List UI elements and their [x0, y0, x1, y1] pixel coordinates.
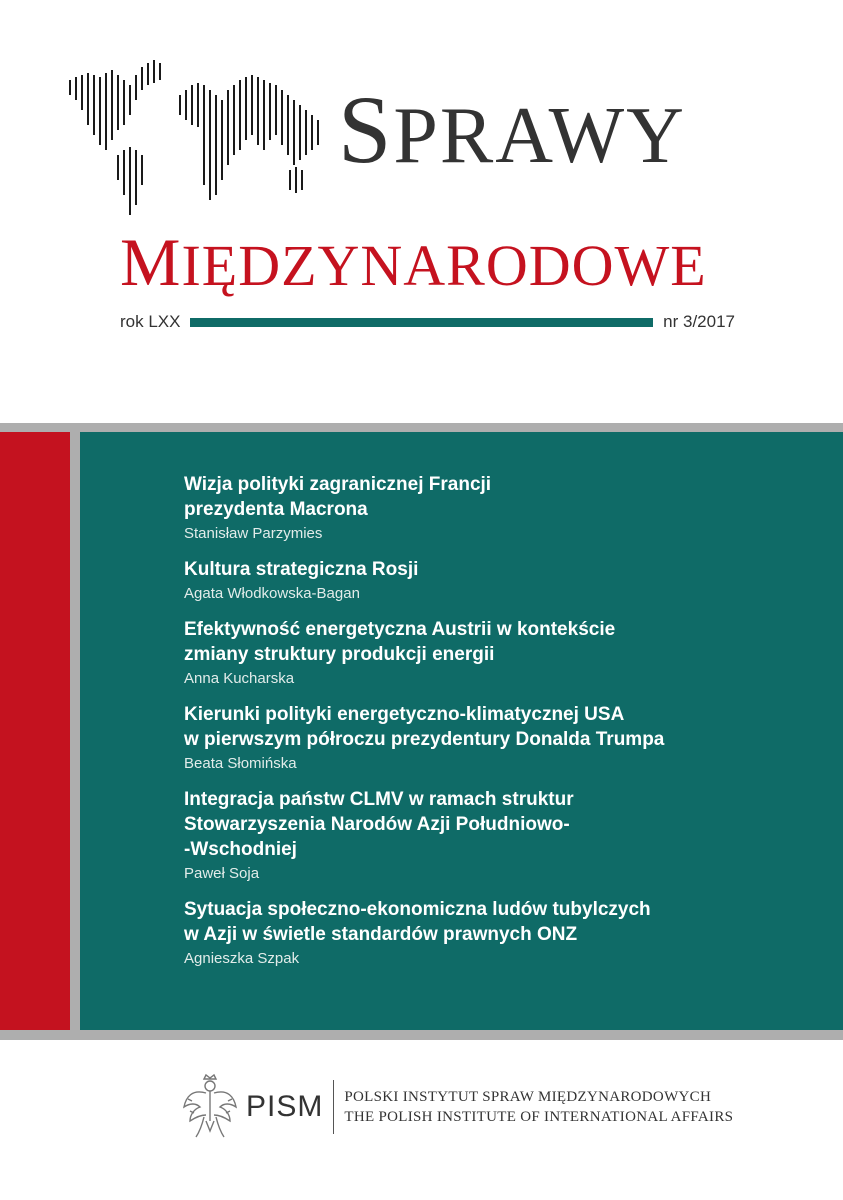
year-label: rok LXX [120, 312, 181, 331]
article-item [184, 787, 804, 884]
article-author: Paweł Soja [184, 865, 260, 882]
meta-divider-bar [190, 318, 653, 327]
publisher-name-en: THE POLISH INSTITUTE OF INTERNATIONAL AFFAIRS [344, 1109, 734, 1125]
polish-eagle-icon [182, 1073, 238, 1141]
issue-meta-row [120, 311, 735, 333]
publisher-acronym: PISM [246, 1090, 324, 1123]
article-author: Beata Słomińska [184, 755, 297, 772]
world-map-icon [60, 55, 360, 225]
red-accent-stripe [0, 432, 70, 1030]
article-author: Anna Kucharska [184, 670, 295, 687]
article-item [184, 617, 804, 689]
article-title: Efektywność energetyczna Austrii w kontekście zmiany struktury produkcji energii [184, 619, 616, 665]
article-title: Kultura strategiczna Rosji [184, 559, 419, 580]
article-item [184, 897, 804, 969]
journal-title-line2: MIĘDZYNARODOWE [120, 224, 707, 300]
publisher-footer [182, 1072, 733, 1142]
article-author: Agata Włodkowska-Bagan [184, 585, 360, 602]
article-title: Kierunki polityki energetyczno-klimatycznej USA w pierwszym półroczu prezydentury Donalda Trumpa [184, 704, 665, 750]
journal-title-line1: SPRAWY [338, 76, 686, 183]
publisher-name-pl: POLSKI INSTYTUT SPRAW MIĘDZYNARODOWYCH [344, 1089, 712, 1105]
article-author: Stanisław Parzymies [184, 525, 323, 542]
table-of-contents [184, 472, 804, 982]
article-item [184, 557, 804, 604]
publisher-divider [333, 1080, 334, 1134]
article-title: Integracja państw CLMV w ramach struktur Stowarzyszenia Narodów Azji Południowo- -Wschodniej [184, 789, 574, 860]
article-author: Agnieszka Szpak [184, 950, 300, 967]
article-item [184, 472, 804, 544]
article-title: Sytuacja społeczno-ekonomiczna ludów tubylczych w Azji w świetle standardów prawnych ONZ [184, 899, 651, 945]
article-title: Wizja polityki zagranicznej Francji prezydenta Macrona [184, 474, 492, 520]
issue-label: nr 3/2017 [663, 312, 735, 331]
publisher-names [344, 1087, 733, 1127]
article-item [184, 702, 804, 774]
